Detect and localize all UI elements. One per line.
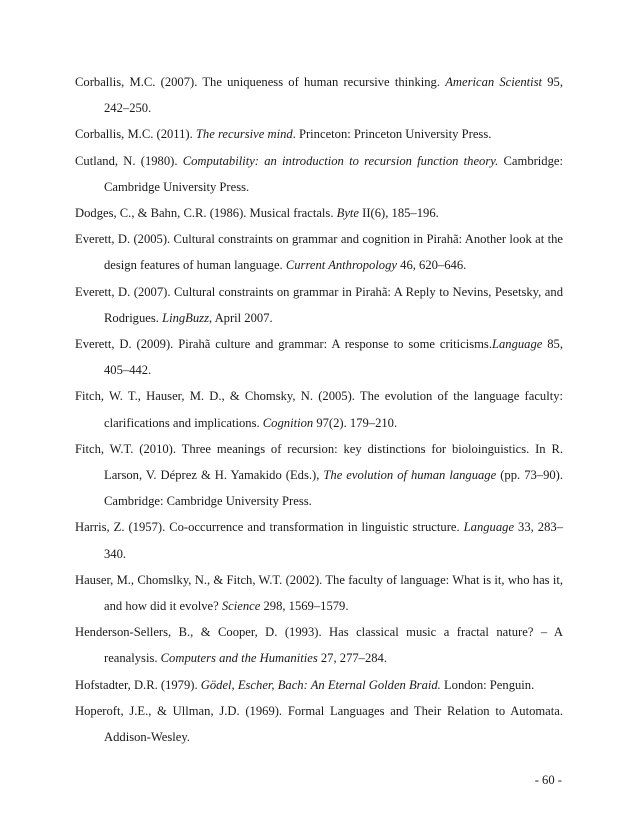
reference-text: Hauser, M., Chomslky, N., & Fitch, W.T. (2002). The faculty of language: What is it, who has it, and how did it evolve? — [75, 572, 563, 614]
reference-text: Dodges, C., & Bahn, C.R. (1986). Musical fractals. — [75, 206, 337, 221]
reference-text: Harris, Z. (1957). Co-occurrence and transformation in linguistic structure. — [75, 520, 464, 535]
reference-details: , April 2007. — [208, 310, 273, 325]
reference-title: American Scientist — [445, 75, 543, 89]
reference-entry — [75, 279, 563, 331]
reference-text: Everett, D. (2007). Cultural constraints on grammar in Pirahã: A Reply to Nevins, Pesetsky, and Rodrigues. — [75, 284, 563, 325]
reference-text: Fitch, W. T., Hauser, M. D., & Chomsky, N. (2005). The evolution of the language faculty: clarifications and implications. — [75, 389, 563, 430]
reference-entry — [75, 69, 563, 121]
reference-text: Corballis, M.C. (2011). — [75, 127, 196, 142]
reference-title: Gödel, Escher, Bach: An Eternal Golden Braid. — [200, 677, 441, 692]
reference-entry — [75, 567, 563, 619]
reference-entry — [75, 698, 563, 750]
reference-details: 298, 1569–1579. — [260, 599, 349, 614]
reference-text: Cutland, N. (1980). — [75, 153, 183, 168]
reference-details: (pp. 73–90). Cambridge: Cambridge University Press. — [104, 468, 564, 509]
reference-entry — [75, 672, 563, 698]
reference-entry — [75, 148, 563, 200]
reference-details: II(6), 185–196. — [359, 206, 439, 221]
reference-details: . Princeton: Princeton University Press. — [292, 127, 492, 142]
reference-title: The evolution of human language — [323, 468, 497, 483]
reference-details: 27, 277–284. — [317, 651, 387, 666]
reference-entry — [75, 436, 563, 515]
reference-entry — [75, 619, 563, 671]
reference-details: 46, 620–646. — [397, 258, 467, 273]
page-number: - 60 - — [534, 773, 562, 787]
reference-entry — [75, 200, 563, 226]
reference-text: Everett, D. (2005). Cultural constraints on grammar and cognition in Pirahã: Another look at the design features of human language. — [75, 232, 563, 273]
reference-entry — [75, 121, 563, 147]
reference-text: Corballis, M.C. (2007). The uniqueness of human recursive thinking. — [75, 75, 446, 89]
reference-list — [75, 69, 563, 750]
reference-text: Hofstadter, D.R. (1979). — [75, 677, 201, 692]
reference-text: Everett, D. (2009). Pirahã culture and grammar: A response to some criticisms. — [75, 337, 492, 352]
reference-details: 85, 405–442. — [104, 337, 564, 378]
reference-title: Language — [463, 520, 515, 535]
reference-title: Cognition — [262, 415, 314, 430]
reference-title: LingBuzz — [162, 310, 209, 325]
reference-details: 97(2). 179–210. — [313, 415, 398, 430]
reference-title: Current Anthropology — [285, 258, 397, 273]
reference-text: Henderson-Sellers, B., & Cooper, D. (1993). Has classical music a fractal nature? – A reanalysis. — [75, 625, 563, 666]
reference-title: Science — [221, 599, 261, 614]
reference-title: Byte — [336, 206, 360, 221]
reference-entry — [75, 383, 563, 435]
reference-text: Fitch, W.T. (2010). Three meanings of recursion: key distinctions for bioloinguistics. In R. Larson, V. Déprez & H. Yamakido (Eds.), — [75, 441, 563, 483]
reference-title: Computers and the Humanities — [160, 651, 318, 666]
reference-details: 95, 242–250. — [104, 75, 563, 116]
reference-text: Hoperoft, J.E., & Ullman, J.D. (1969). Formal Languages and Their Relation to Automata. Addison-Wesley. — [75, 703, 563, 745]
reference-entry — [75, 514, 563, 566]
reference-title: Computability: an introduction to recursion function theory. — [182, 153, 499, 168]
reference-details: 33, 283–340. — [104, 520, 563, 561]
reference-title: Language — [491, 337, 543, 352]
reference-details: Cambridge: Cambridge University Press. — [104, 153, 563, 194]
reference-title: The recursive mind — [195, 127, 293, 142]
reference-details: London: Penguin. — [440, 677, 535, 692]
reference-entry — [75, 226, 563, 278]
reference-entry — [75, 331, 563, 383]
